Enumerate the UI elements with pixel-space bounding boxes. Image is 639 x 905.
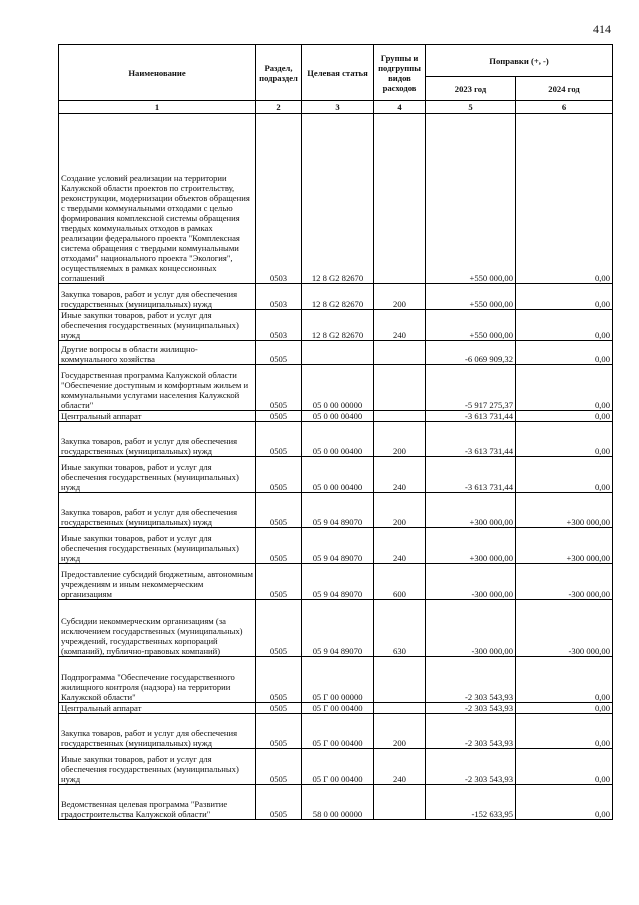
row-2024-cell: 0,00 <box>516 341 613 365</box>
row-group-cell: 600 <box>374 564 426 600</box>
row-target-cell: 12 8 G2 82670 <box>302 114 374 284</box>
row-group-cell <box>374 785 426 820</box>
row-2023-cell: -2 303 543,93 <box>426 749 516 785</box>
row-target-cell: 05 0 00 00000 <box>302 365 374 411</box>
row-name-cell: Центральный аппарат <box>59 411 256 422</box>
row-section-cell: 0505 <box>256 564 302 600</box>
table-row <box>59 703 613 714</box>
row-target-cell: 05 Г 00 00400 <box>302 749 374 785</box>
col-2023-header: 2023 год <box>426 77 516 101</box>
row-2024-cell: 0,00 <box>516 114 613 284</box>
row-name-cell: Создание условий реализации на территории Калужской области проектов по строительству, реконструкции, модернизации объектов обращения с твердыми коммунальными отходами с целью формирования комплексной системы обращения твердых коммунальных отходов в рамках реализации федерального проекта "Комплексная система обращения с твердыми коммунальными отходами" национального проекта "Экология", осуществляемых в рамках концессионных соглашений <box>59 114 256 284</box>
col-number: 3 <box>302 101 374 114</box>
col-name-header: Наименование <box>59 45 256 101</box>
row-target-cell <box>302 341 374 365</box>
row-section-cell: 0505 <box>256 411 302 422</box>
row-2023-cell: +300 000,00 <box>426 493 516 528</box>
table-row <box>59 365 613 411</box>
row-name-cell: Субсидии некоммерческим организациям (за исключением государственных (муниципальных) учреждений, государственных корпораций (компаний), публично-правовых компаний) <box>59 600 256 657</box>
row-group-cell: 200 <box>374 493 426 528</box>
table-row <box>59 564 613 600</box>
row-group-cell <box>374 657 426 703</box>
table-row <box>59 749 613 785</box>
row-2024-cell: 0,00 <box>516 457 613 493</box>
table-row <box>59 422 613 457</box>
row-2023-cell: -300 000,00 <box>426 564 516 600</box>
row-name-cell: Предоставление субсидий бюджетным, автономным учреждениям и иным некоммерческим организациям <box>59 564 256 600</box>
col-amendments-header: Поправки (+, -) <box>426 45 613 77</box>
table-row <box>59 114 613 284</box>
row-2023-cell: +550 000,00 <box>426 284 516 310</box>
row-group-cell <box>374 341 426 365</box>
row-target-cell: 12 8 G2 82670 <box>302 310 374 341</box>
col-number: 5 <box>426 101 516 114</box>
table-row <box>59 528 613 564</box>
col-number: 1 <box>59 101 256 114</box>
amendments-table <box>58 44 613 820</box>
row-2023-cell: +550 000,00 <box>426 114 516 284</box>
col-2024-header: 2024 год <box>516 77 613 101</box>
table-row <box>59 284 613 310</box>
table-row <box>59 493 613 528</box>
row-group-cell: 240 <box>374 749 426 785</box>
row-2023-cell: +550 000,00 <box>426 310 516 341</box>
row-target-cell: 05 Г 00 00400 <box>302 714 374 749</box>
row-group-cell <box>374 365 426 411</box>
row-group-cell <box>374 114 426 284</box>
table-row <box>59 600 613 657</box>
row-target-cell: 05 9 04 89070 <box>302 600 374 657</box>
row-section-cell: 0505 <box>256 493 302 528</box>
row-target-cell: 05 9 04 89070 <box>302 528 374 564</box>
column-numbers-row <box>59 101 613 114</box>
row-2023-cell: -5 917 275,37 <box>426 365 516 411</box>
row-2024-cell: 0,00 <box>516 365 613 411</box>
row-target-cell: 05 0 00 00400 <box>302 422 374 457</box>
row-section-cell: 0505 <box>256 457 302 493</box>
row-2023-cell: -300 000,00 <box>426 600 516 657</box>
table-row <box>59 785 613 820</box>
col-number: 4 <box>374 101 426 114</box>
row-2024-cell: 0,00 <box>516 310 613 341</box>
row-name-cell: Иные закупки товаров, работ и услуг для обеспечения государственных (муниципальных) нужд <box>59 528 256 564</box>
row-section-cell: 0505 <box>256 600 302 657</box>
row-section-cell: 0505 <box>256 657 302 703</box>
row-name-cell: Закупка товаров, работ и услуг для обеспечения государственных (муниципальных) нужд <box>59 422 256 457</box>
row-2024-cell: 0,00 <box>516 422 613 457</box>
row-section-cell: 0503 <box>256 114 302 284</box>
row-group-cell <box>374 703 426 714</box>
row-2024-cell: 0,00 <box>516 785 613 820</box>
row-2023-cell: -2 303 543,93 <box>426 657 516 703</box>
row-group-cell: 240 <box>374 528 426 564</box>
row-group-cell: 200 <box>374 714 426 749</box>
row-name-cell: Закупка товаров, работ и услуг для обеспечения государственных (муниципальных) нужд <box>59 284 256 310</box>
page-number: 414 <box>593 22 611 36</box>
row-name-cell: Иные закупки товаров, работ и услуг для обеспечения государственных (муниципальных) нужд <box>59 310 256 341</box>
row-group-cell: 200 <box>374 284 426 310</box>
col-section-header: Раздел, подраздел <box>256 45 302 101</box>
row-name-cell: Иные закупки товаров, работ и услуг для обеспечения государственных (муниципальных) нужд <box>59 457 256 493</box>
row-2023-cell: -2 303 543,93 <box>426 714 516 749</box>
row-target-cell: 05 Г 00 00400 <box>302 703 374 714</box>
row-name-cell: Закупка товаров, работ и услуг для обеспечения государственных (муниципальных) нужд <box>59 493 256 528</box>
row-group-cell: 240 <box>374 310 426 341</box>
row-target-cell: 05 9 04 89070 <box>302 493 374 528</box>
table-row <box>59 310 613 341</box>
row-name-cell: Центральный аппарат <box>59 703 256 714</box>
row-2024-cell: 0,00 <box>516 657 613 703</box>
row-2023-cell: -152 633,95 <box>426 785 516 820</box>
table-row <box>59 411 613 422</box>
row-2023-cell: -3 613 731,44 <box>426 411 516 422</box>
row-section-cell: 0505 <box>256 703 302 714</box>
row-target-cell: 58 0 00 00000 <box>302 785 374 820</box>
row-2023-cell: -2 303 543,93 <box>426 703 516 714</box>
row-name-cell: Ведомственная целевая программа "Развитие градостроительства Калужской области" <box>59 785 256 820</box>
row-section-cell: 0505 <box>256 365 302 411</box>
row-2024-cell: 0,00 <box>516 703 613 714</box>
row-section-cell: 0505 <box>256 785 302 820</box>
col-groups-header: Группы и подгруппы видов расходов <box>374 45 426 101</box>
table-row <box>59 341 613 365</box>
row-section-cell: 0503 <box>256 310 302 341</box>
row-target-cell: 05 0 00 00400 <box>302 411 374 422</box>
col-target-header: Целевая статья <box>302 45 374 101</box>
row-target-cell: 12 8 G2 82670 <box>302 284 374 310</box>
row-section-cell: 0503 <box>256 284 302 310</box>
row-2024-cell: +300 000,00 <box>516 493 613 528</box>
row-target-cell: 05 9 04 89070 <box>302 564 374 600</box>
row-2024-cell: -300 000,00 <box>516 600 613 657</box>
col-number: 6 <box>516 101 613 114</box>
row-name-cell: Закупка товаров, работ и услуг для обеспечения государственных (муниципальных) нужд <box>59 714 256 749</box>
row-name-cell: Иные закупки товаров, работ и услуг для обеспечения государственных (муниципальных) нужд <box>59 749 256 785</box>
row-2024-cell: 0,00 <box>516 411 613 422</box>
row-2024-cell: 0,00 <box>516 749 613 785</box>
row-2024-cell: 0,00 <box>516 714 613 749</box>
row-2024-cell: +300 000,00 <box>516 528 613 564</box>
row-2023-cell: -6 069 909,32 <box>426 341 516 365</box>
row-section-cell: 0505 <box>256 714 302 749</box>
row-target-cell: 05 0 00 00400 <box>302 457 374 493</box>
table-row <box>59 457 613 493</box>
row-group-cell: 200 <box>374 422 426 457</box>
table-row <box>59 657 613 703</box>
row-section-cell: 0505 <box>256 422 302 457</box>
row-2024-cell: 0,00 <box>516 284 613 310</box>
row-2023-cell: -3 613 731,44 <box>426 422 516 457</box>
row-2023-cell: -3 613 731,44 <box>426 457 516 493</box>
row-group-cell: 240 <box>374 457 426 493</box>
row-target-cell: 05 Г 00 00000 <box>302 657 374 703</box>
row-name-cell: Подпрограмма "Обеспечение государственного жилищного контроля (надзора) на территории Калужской области" <box>59 657 256 703</box>
row-section-cell: 0505 <box>256 341 302 365</box>
row-2024-cell: -300 000,00 <box>516 564 613 600</box>
row-group-cell <box>374 411 426 422</box>
row-2023-cell: +300 000,00 <box>426 528 516 564</box>
col-number: 2 <box>256 101 302 114</box>
row-section-cell: 0505 <box>256 749 302 785</box>
row-group-cell: 630 <box>374 600 426 657</box>
table-row <box>59 714 613 749</box>
row-section-cell: 0505 <box>256 528 302 564</box>
row-name-cell: Государственная программа Калужской области "Обеспечение доступным и комфортным жильем и коммунальными услугами населения Калужской области" <box>59 365 256 411</box>
row-name-cell: Другие вопросы в области жилищно-коммунального хозяйства <box>59 341 256 365</box>
